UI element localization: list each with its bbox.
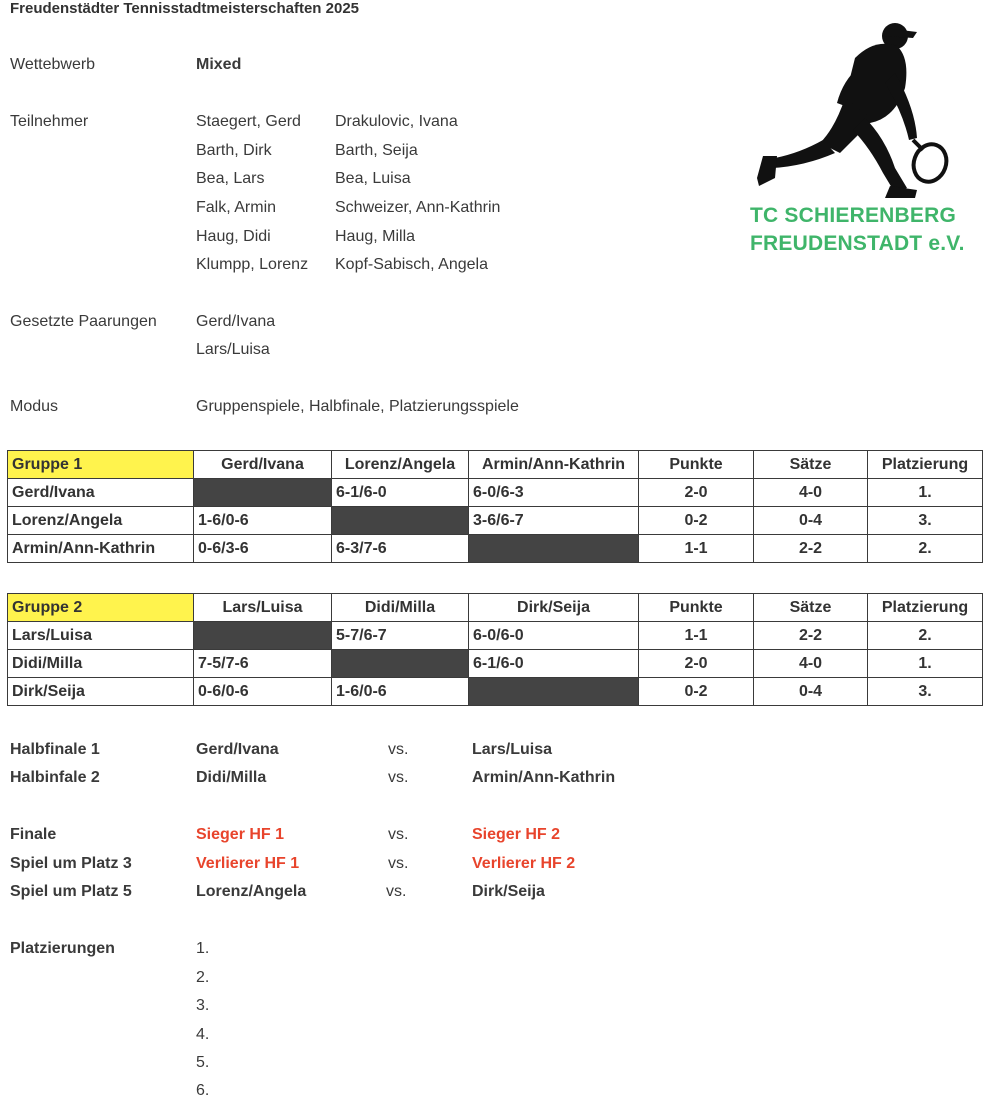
match-finale-vs: vs. bbox=[388, 826, 409, 843]
match-platz3-team-b: Verlierer HF 2 bbox=[472, 855, 576, 872]
match-label-hf2: Halbinfale 2 bbox=[10, 769, 100, 786]
teilnehmer-woman-5: Haug, Milla bbox=[335, 228, 416, 245]
match-finale-team-b: Sieger HF 2 bbox=[472, 826, 561, 843]
blocked-cell bbox=[332, 650, 469, 678]
platz-cell: 3. bbox=[868, 507, 983, 535]
score-cell: 5-7/6-7 bbox=[332, 622, 469, 650]
teilnehmer-man-4: Falk, Armin bbox=[196, 199, 277, 216]
saetze-cell: 0-4 bbox=[754, 507, 868, 535]
score-cell: 3-6/6-7 bbox=[469, 507, 639, 535]
table-row bbox=[8, 678, 983, 706]
column-header: Didi/Milla bbox=[332, 594, 469, 622]
team-name: Didi/Milla bbox=[8, 650, 194, 678]
score-cell: 6-3/7-6 bbox=[332, 535, 469, 563]
punkte-cell: 1-1 bbox=[639, 622, 754, 650]
platzierung-item: 4. bbox=[196, 1026, 210, 1043]
modus-label: Modus bbox=[10, 398, 59, 415]
logo-text-line2: FREUDENSTADT e.V. bbox=[750, 232, 965, 255]
teilnehmer-woman-4: Schweizer, Ann-Kathrin bbox=[335, 199, 501, 216]
teilnehmer-man-1: Staegert, Gerd bbox=[196, 113, 301, 130]
platzierung-item: 3. bbox=[196, 997, 210, 1014]
platzierung-item: 2. bbox=[196, 969, 210, 986]
platzierungen-label: Platzierungen bbox=[10, 940, 115, 957]
page-title: Freudenstädter Tennisstadtmeisterschaften 2025 bbox=[10, 0, 360, 17]
column-header: Armin/Ann-Kathrin bbox=[469, 451, 639, 479]
match-hf2-team-b: Armin/Ann-Kathrin bbox=[472, 769, 616, 786]
score-cell: 6-1/6-0 bbox=[469, 650, 639, 678]
punkte-cell: 0-2 bbox=[639, 678, 754, 706]
team-name: Lars/Luisa bbox=[8, 622, 194, 650]
teilnehmer-man-6: Klumpp, Lorenz bbox=[196, 256, 309, 273]
score-cell: 7-5/7-6 bbox=[194, 650, 332, 678]
table-header-row bbox=[8, 594, 983, 622]
teilnehmer-man-3: Bea, Lars bbox=[196, 170, 265, 187]
logo-text-line1: TC SCHIERENBERG bbox=[750, 204, 957, 227]
match-label-platz5: Spiel um Platz 5 bbox=[10, 883, 132, 900]
match-hf2-team-a: Didi/Milla bbox=[196, 769, 267, 786]
score-cell: 6-1/6-0 bbox=[332, 479, 469, 507]
match-platz5-team-b: Dirk/Seija bbox=[472, 883, 545, 900]
teilnehmer-woman-3: Bea, Luisa bbox=[335, 170, 411, 187]
column-header: Punkte bbox=[639, 451, 754, 479]
column-header: Platzierung bbox=[868, 451, 983, 479]
match-hf1-team-a: Gerd/Ivana bbox=[196, 741, 279, 758]
match-hf2-vs: vs. bbox=[388, 769, 409, 786]
column-header: Punkte bbox=[639, 594, 754, 622]
table-row bbox=[8, 622, 983, 650]
column-header: Platzierung bbox=[868, 594, 983, 622]
column-header: Gerd/Ivana bbox=[194, 451, 332, 479]
club-logo bbox=[745, 18, 965, 263]
gesetzt-label: Gesetzte Paarungen bbox=[10, 313, 157, 330]
group-1-table bbox=[7, 450, 983, 563]
score-cell: 6-0/6-3 bbox=[469, 479, 639, 507]
match-platz3-team-a: Verlierer HF 1 bbox=[196, 855, 300, 872]
punkte-cell: 2-0 bbox=[639, 650, 754, 678]
match-platz5-vs: vs. bbox=[386, 883, 407, 900]
score-cell: 0-6/0-6 bbox=[194, 678, 332, 706]
column-header: Sätze bbox=[754, 594, 868, 622]
blocked-cell bbox=[469, 535, 639, 563]
punkte-cell: 2-0 bbox=[639, 479, 754, 507]
group-2-table bbox=[7, 593, 983, 706]
match-hf1-team-b: Lars/Luisa bbox=[472, 741, 553, 758]
column-header: Sätze bbox=[754, 451, 868, 479]
platz-cell: 2. bbox=[868, 535, 983, 563]
platz-cell: 3. bbox=[868, 678, 983, 706]
column-header: Dirk/Seija bbox=[469, 594, 639, 622]
blocked-cell bbox=[469, 678, 639, 706]
platzierung-item: 1. bbox=[196, 940, 210, 957]
saetze-cell: 0-4 bbox=[754, 678, 868, 706]
teilnehmer-woman-1: Drakulovic, Ivana bbox=[335, 113, 458, 130]
blocked-cell bbox=[332, 507, 469, 535]
platzierung-item: 5. bbox=[196, 1054, 210, 1071]
score-cell: 0-6/3-6 bbox=[194, 535, 332, 563]
platzierung-item: 6. bbox=[196, 1082, 210, 1099]
table-row bbox=[8, 479, 983, 507]
platz-cell: 1. bbox=[868, 650, 983, 678]
team-name: Armin/Ann-Kathrin bbox=[8, 535, 194, 563]
blocked-cell bbox=[194, 479, 332, 507]
saetze-cell: 2-2 bbox=[754, 535, 868, 563]
match-hf1-vs: vs. bbox=[388, 741, 409, 758]
match-platz3-vs: vs. bbox=[388, 855, 409, 872]
match-platz5-team-a: Lorenz/Angela bbox=[196, 883, 307, 900]
teilnehmer-man-2: Barth, Dirk bbox=[196, 142, 272, 159]
teilnehmer-woman-2: Barth, Seija bbox=[335, 142, 418, 159]
saetze-cell: 4-0 bbox=[754, 650, 868, 678]
column-header: Lars/Luisa bbox=[194, 594, 332, 622]
table-row bbox=[8, 507, 983, 535]
match-label-hf1: Halbfinale 1 bbox=[10, 741, 100, 758]
group-name: Gruppe 2 bbox=[8, 594, 194, 622]
saetze-cell: 4-0 bbox=[754, 479, 868, 507]
tennis-player-icon bbox=[745, 18, 965, 203]
score-cell: 1-6/0-6 bbox=[194, 507, 332, 535]
teilnehmer-man-5: Haug, Didi bbox=[196, 228, 271, 245]
wettbewerb-label: Wettebwerb bbox=[10, 56, 96, 73]
blocked-cell bbox=[194, 622, 332, 650]
modus-value: Gruppenspiele, Halbfinale, Platzierungsspiele bbox=[196, 398, 519, 415]
punkte-cell: 1-1 bbox=[639, 535, 754, 563]
team-name: Lorenz/Angela bbox=[8, 507, 194, 535]
teilnehmer-label: Teilnehmer bbox=[10, 113, 89, 130]
punkte-cell: 0-2 bbox=[639, 507, 754, 535]
match-finale-team-a: Sieger HF 1 bbox=[196, 826, 285, 843]
column-header: Lorenz/Angela bbox=[332, 451, 469, 479]
match-label-finale: Finale bbox=[10, 826, 57, 843]
table-header-row bbox=[8, 451, 983, 479]
teilnehmer-woman-6: Kopf-Sabisch, Angela bbox=[335, 256, 488, 273]
match-label-platz3: Spiel um Platz 3 bbox=[10, 855, 132, 872]
gesetzt-pair-2: Lars/Luisa bbox=[196, 341, 270, 358]
wettbewerb-value: Mixed bbox=[196, 56, 242, 73]
gesetzt-pair-1: Gerd/Ivana bbox=[196, 313, 276, 330]
table-row bbox=[8, 535, 983, 563]
platz-cell: 2. bbox=[868, 622, 983, 650]
saetze-cell: 2-2 bbox=[754, 622, 868, 650]
group-name: Gruppe 1 bbox=[8, 451, 194, 479]
score-cell: 6-0/6-0 bbox=[469, 622, 639, 650]
team-name: Gerd/Ivana bbox=[8, 479, 194, 507]
score-cell: 1-6/0-6 bbox=[332, 678, 469, 706]
platz-cell: 1. bbox=[868, 479, 983, 507]
table-row bbox=[8, 650, 983, 678]
team-name: Dirk/Seija bbox=[8, 678, 194, 706]
